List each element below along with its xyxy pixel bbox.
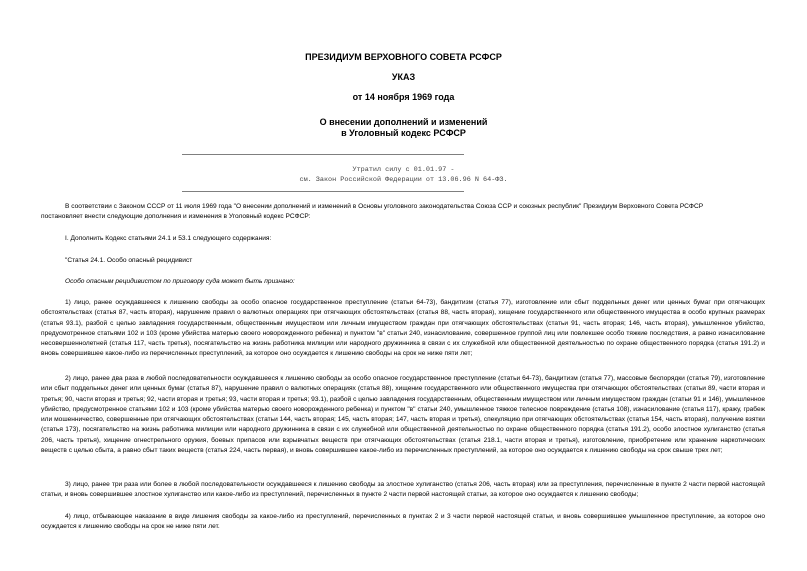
document-title-line-2: в Уголовный кодекс РСФСР [341,128,466,138]
article-item-4: 4) лицо, отбывающее наказание в виде лишения свободы за какое-либо из преступлений, перечисленных в пунктах 2 и 3 части первой настоящей статьи, и вновь совершившее умышленное преступление, за которое оно осуждается к лишению свободы на срок не ниже пяти лет. [41,513,765,531]
document-date: от 14 ноября 1969 года [352,92,455,102]
section-1-heading: I. Дополнить Кодекс статьями 24.1 и 53.1 следующего содержания: [65,235,272,242]
article-lead-text: Особо опасным рецидивистом по приговору суда может быть признано: [65,278,295,285]
article-item-1: 1) лицо, ранее осуждавшееся к лишению свободы за особо опасное государственное преступление (статьи 64-73), бандитизм (статья 77), изготовление или сбыт поддельных денег или ценных бумаг при отягчающих обстоятельствах (статья 87, часть вторая), нарушение правил о валютных операциях при отягчающих обстоятельствах (статья 88, часть вторая), хищение государственного или общественного имущества в особо крупных размерах (статья 93.1), разбой с целью завладения государственным, общественным имуществом или личным имуществом граждан при отягчающих обстоятельствах (статьи 91, часть вторая; 146, часть вторая), умышленное убийство, предусмотренное статьями 102 и 103 (кроме убийства матерью своего новорожденного ребенка) и пунктом "в" статьи 240, изнасилование, совершенное группой лиц или повлекшее особо тяжкие последствия, а равно изнасилование несовершеннолетней (статья 117, часть третья), посягательство на жизнь работника милиции или народного дружинника в связи с их служебной или общественной деятельностью по охране общественного порядка (статья 191.2) и вновь совершившее какое-либо из перечисленных преступлений, за которое оно осуждается к лишению свободы на срок не ниже пяти лет; [41,299,765,358]
article-item-2: 2) лицо, ранее два раза в любой последовательности осуждавшееся к лишению свободы за особо опасное государственное преступление (статьи 64-73), бандитизм (статья 77), массовые беспорядки (статья 79), изготовление или сбыт поддельных денег или ценных бумаг (статья 87), нарушение правил о валютных операциях (статья 88), хищение государственного или общественного имущества при отягчающих обстоятельствах (статьи 89, части вторая и третья; 90, части вторая и третья; 92, части вторая и третья; 93, части вторая и третья; 93.1), разбой с целью завладения государственным, общественным имуществом или личным имуществом граждан (статьи 91 и 146), умышленное убийство, предусмотренное статьями 102 и 103 (кроме убийства матерью своего новорожденного ребенка) и пунктом "в" статьи 240, умышленное тяжкое телесное повреждение (статья 108), изнасилование (статья 117), кражу, грабеж или мошенничество, совершенные при отягчающих обстоятельствах (статьи 144, часть вторая; 145, часть вторая; 147, часть вторая и третья), спекуляцию при отягчающих обстоятельствах (статья 154, часть вторая), получение взятки (статья 173), посягательство на жизнь работника милиции или народного дружинника в связи с их служебной или общественной деятельностью по охране общественного порядка (статья 191.2), особо злостное хулиганство (статья 206, часть третья), хищение огнестрельного оружия, боевых припасов или взрывчатых веществ при отягчающих обстоятельствах (статья 218.1, части вторая и третья), изготовление, приобретение или хранение наркотических веществ с целью сбыта, а равно сбыт таких веществ (статья 224, часть первая), и вновь совершившее какое-либо из перечисленных преступлений, за которое оно осуждается к лишению свободы на срок свыше трех лет; [41,375,765,455]
issuing-authority: ПРЕЗИДИУМ ВЕРХОВНОГО СОВЕТА РСФСР [305,52,502,62]
status-note-line-2: см. Закон Российской Федерации от 13.06.96 N 64-ФЗ. [299,176,508,184]
document-type: УКАЗ [391,72,416,82]
document-title-line-1: О внесении дополнений и изменений [319,117,488,127]
status-note-line-1: Утратил силу с 01.01.97 - [352,166,455,174]
top-divider [182,154,464,155]
article-item-3: 3) лицо, ранее три раза или более в любой последовательности осуждавшееся к лишению свободы за злостное хулиганство (статья 206, часть вторая) или за преступления, перечисленные в пункте 2 части первой настоящей статьи, и вновь совершившее злостное хулиганство или какое-либо из преступлений, перечисленных в пункте 2 части первой настоящей статьи, за которое оно осуждается к лишению свободы; [41,481,765,499]
intro-paragraph-line-2: постановляет внести следующие дополнения и изменения в Уголовный кодекс РСФСР: [41,213,311,220]
intro-paragraph-line-1: В соответствии с Законом СССР от 11 июля 1969 года "О внесении дополнений и изменений в Основы уголовного законодательства Союза ССР и союзных республик" Президиум Верховного Совета РСФСР [65,203,704,210]
article-24-1-title: "Статья 24.1. Особо опасный рецидивист [65,257,193,264]
bottom-divider [182,191,464,192]
